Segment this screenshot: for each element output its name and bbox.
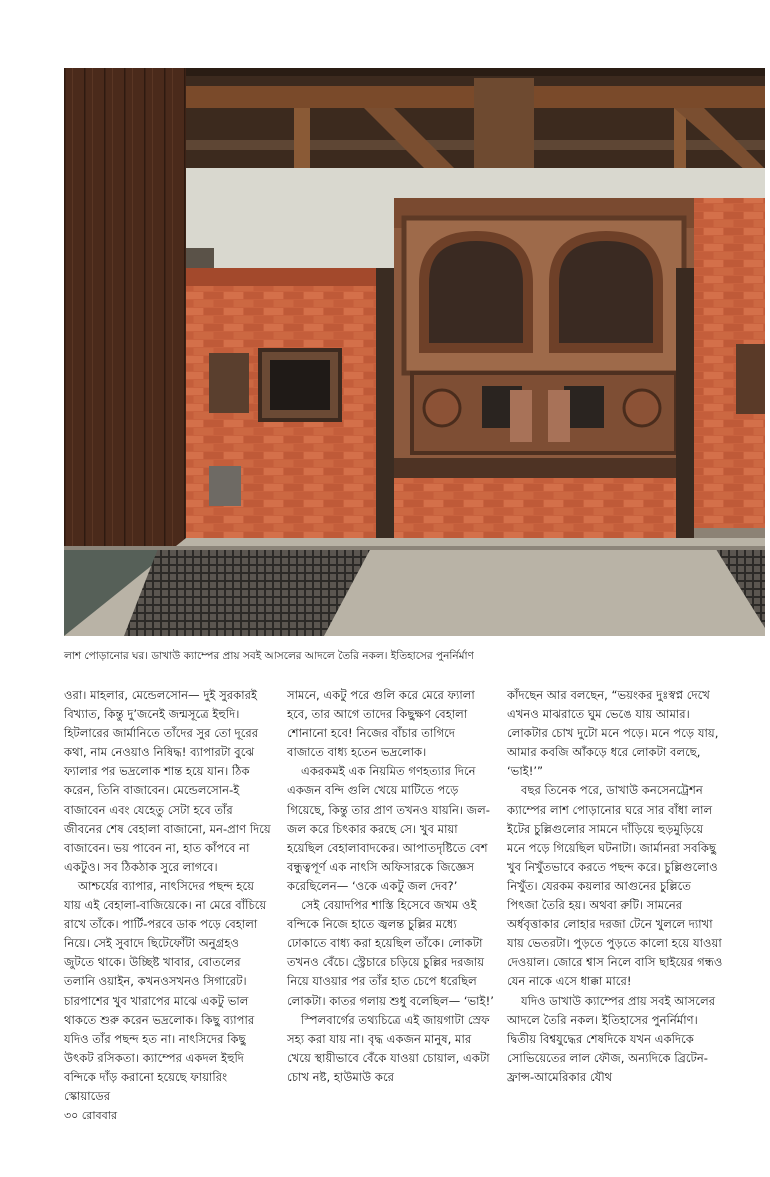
crematorium-photo xyxy=(64,68,765,636)
paragraph: সেই বেয়াদপির শাস্তি হিসেবে জখম ওই বন্দিকে নিজে হাতে জ্বলন্ত চুল্লির মধ্যে ঢোকাতে বাধ্য করা হয়েছিল তাঁকে। লোকটা তখনও বেঁচে। স্ট্রেচারে চড়িয়ে চুল্লির দরজায় নিয়ে যাওয়ার পর তাঁর হাত চেপে ধরেছিল লোকটা। কাতর গলায় শুধু বলেছিল— ‘ভাই!’ xyxy=(287,898,494,1008)
paragraph: সামনে, একটু পরে গুলি করে মেরে ফ্যালা হবে, তার আগে তাদের কিছুক্ষণ বেহালা শোনানো হবে! নিজের বাঁচার তাগিদে বাজাতে বাধ্য হতেন ভদ্রলোক। xyxy=(287,688,475,760)
paragraph: কাঁদছেন আর বলছেন, “ভয়ংকর দুঃস্বপ্ন দেখে এখনও মাঝরাতে ঘুম ভেঙে যায় আমার। লোকটার চোখ দুটো মনে পড়ে। মনে পড়ে যায়, আমার কবজি আঁকড়ে ধরে লোকটা বলছে, ‘ভাই!’” xyxy=(507,688,719,779)
paragraph: ওরা। মাহলার, মেন্ডেলসোন— দুই সুরকারই বিখ্যাত, কিন্তু দু’জনেই জন্মসূত্রে ইহুদি। হিটলারের জার্মানিতে তাঁদের সুর তো দূরের কথা, নাম নেওয়াও নিষিদ্ধ! ব্যাপারটা বুঝে ফ্যালার পর ভদ্রলোক শান্ত হয়ে যান। ঠিক করেন, তিনি বাজাবেন। মেন্ডেলসোন-ই বাজাবেন এবং যেহেতু সেটা হবে তাঁর জীবনের শেষ বেহালা বাজানো, মন-প্রাণ দিয়ে বাজাবেন। ভয় পাবেন না, হাত কাঁপবে না একটুও। সব ঠিকঠাক সুরে লাগবে। xyxy=(64,688,271,874)
text-column-1 xyxy=(64,686,272,1106)
text-column-3 xyxy=(507,686,723,1087)
paragraph: যদিও ডাখাউ ক্যাম্পের প্রায় সবই আসলের আদলে তৈরি নকল। ইতিহাসের পুনর্নির্মাণ। দ্বিতীয় বিশ্বযুদ্ধের শেষদিকে যখন একদিকে সোভিয়েতের লাল ফৌজ, অন্যদিকে ব্রিটেন-ফ্রান্স-আমেরিকার যৌথ xyxy=(507,993,716,1084)
page-footer: ৩০ রোববার xyxy=(64,1109,117,1122)
paragraph: আশ্চর্যের ব্যাপার, নাৎসিদের পছন্দ হয়ে যায় এই বেহালা-বাজিয়েকে। না মেরে বাঁচিয়ে রাখে তাঁকে। পার্টি-পরবে ডাক পড়ে বেহালা নিয়ে। সেই সুবাদে ছিটেফোঁটা অনুগ্রহও জুটতে থাকে। উচ্ছিষ্ট খাবার, বোতলের তলানি ওয়াইন, কখনওসখনও সিগারেট। চারপাশের খুব খারাপের মাঝে একটু ভাল থাকতে শুরু করেন ভদ্রলোক। কিছু ব্যাপার যদিও তাঁর পছন্দ হত না। নাৎসিদের কিছু উৎকট রসিকতা। ক্যাম্পের একদল ইহুদি বন্দিকে দাঁড় করানো হয়েছে ফায়ারিং স্কোয়াডের xyxy=(64,878,267,1103)
photo-caption: লাশ পোড়ানোর ঘর। ডাখাউ ক্যাম্পের প্রায় সবই আসলের আদলে তৈরি নকল। ইতিহাসের পুনর্নির্মাণ xyxy=(64,650,474,662)
paragraph: বছর তিনেক পরে, ডাখাউ কনসেনট্রেশন ক্যাম্পের লাশ পোড়ানোর ঘরে সার বাঁধা লাল ইটের চুল্লিগুলোর সামনে দাঁড়িয়ে হুড়মুড়িয়ে মনে পড়ে গিয়েছিল ঘটনাটা। জার্মানরা সবকিছু খুব নিখুঁতভাবে করতে পছন্দ করে। চুল্লিগুলোও নিখুঁত। যেরকম কয়লার আগুনের চুল্লিতে পিৎজা তৈরি হয়। অথবা রুটি। সামনের অর্ধবৃত্তাকার লোহার দরজা টেনে খুললে দ্যাখা যায় ভেতরটা। পুড়তে পুড়তে কালো হয়ে যাওয়া দেওয়াল। জোরে শ্বাস নিলে বাসি ছাইয়ের গন্ধও যেন নাকে এসে ধাক্কা মারে! xyxy=(507,783,723,989)
paragraph: একরকমই এক নিয়মিত গণহত্যার দিনে একজন বন্দি গুলি খেয়ে মাটিতে পড়ে গিয়েছে, কিন্তু তার প্রাণ তখনও যায়নি। জল-জল করে চিৎকার করছে সে। খুব মায়া হয়েছিল বেহালাবাদকের। আপাতদৃষ্টিতে বেশ বন্ধুত্বপূর্ণ এক নাৎসি অফিসারকে জিজ্ঞেস করেছিলেন— ‘ওকে একটু জল দেব?’ xyxy=(287,764,490,893)
text-column-2 xyxy=(287,686,495,1087)
paragraph: স্পিলবার্গের তথ্যচিত্রে এই জায়গাটা স্রেফ সহ্য করা যায় না। বৃদ্ধ একজন মানুষ, মার খেয়ে স্থায়ীভাবে বেঁকে যাওয়া চোয়াল, একটা চোখ নষ্ট, হাউমাউ করে xyxy=(287,1012,490,1084)
